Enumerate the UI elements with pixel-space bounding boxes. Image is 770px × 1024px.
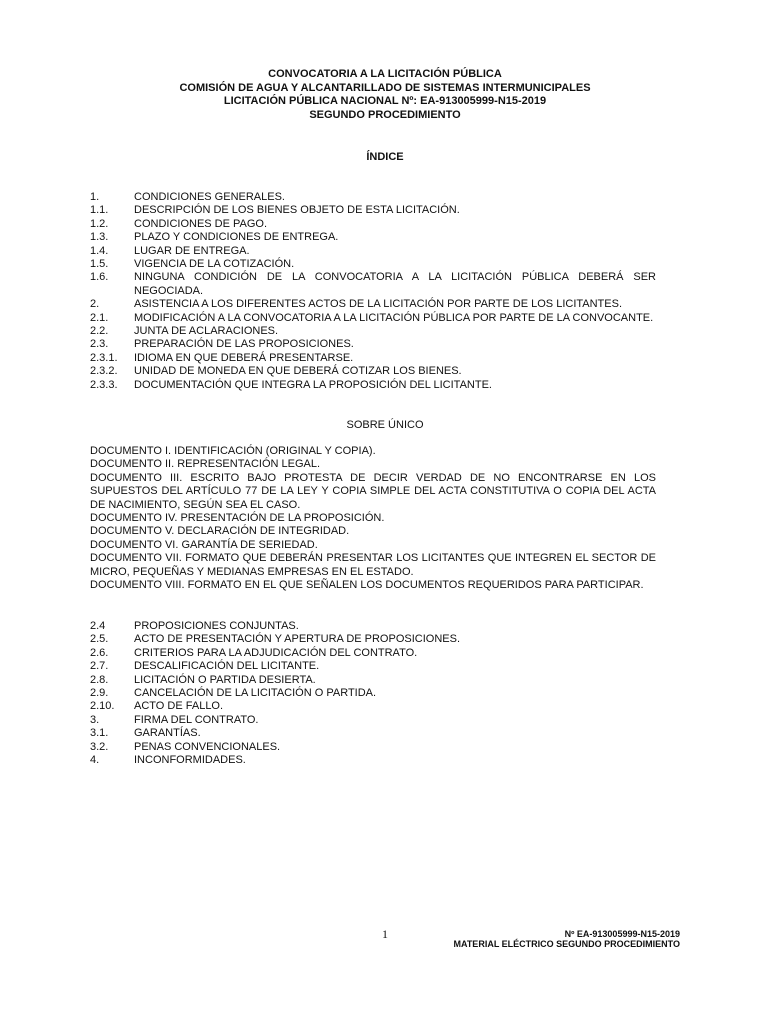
- header-line-1: CONVOCATORIA A LA LICITACIÓN PÚBLICA: [268, 68, 502, 80]
- toc-item: [90, 660, 656, 673]
- toc-number: 2.3.2.: [90, 365, 118, 378]
- toc-number: 4.: [90, 754, 100, 767]
- toc-item: [90, 231, 656, 244]
- toc-text: PENAS CONVENCIONALES.: [134, 740, 281, 753]
- toc-item: [90, 714, 656, 727]
- toc-text: GARANTÍAS.: [134, 727, 201, 740]
- toc-number: 2.3.: [90, 338, 109, 351]
- toc-number: 2.7.: [90, 660, 109, 673]
- toc-number: 1.2.: [90, 217, 109, 230]
- table-of-contents-part-1: [90, 191, 656, 392]
- toc-number: 1.1.: [90, 204, 109, 217]
- document-item: DOCUMENTO V. DECLARACIÓN DE INTEGRIDAD.: [90, 525, 350, 538]
- document-item: DOCUMENTO I. IDENTIFICACIÓN (ORIGINAL Y COPIA).: [90, 445, 376, 457]
- toc-text: VIGENCIA DE LA COTIZACIÓN.: [134, 258, 295, 271]
- toc-text: DESCRIPCIÓN DE LOS BIENES OBJETO DE ESTA LICITACIÓN.: [134, 204, 460, 217]
- toc-number: 2.4: [90, 620, 106, 632]
- toc-text: NINGUNA CONDICIÓN DE LA CONVOCATORIA A LA LICITACIÓN PÚBLICA DEBERÁ SER NEGOCIADA.: [134, 271, 656, 297]
- toc-text: UNIDAD DE MONEDA EN QUE DEBERÁ COTIZAR LOS BIENES.: [134, 365, 462, 378]
- toc-number: 2.: [90, 298, 100, 311]
- toc-number: 2.5.: [90, 633, 109, 646]
- toc-text: CONDICIONES GENERALES.: [134, 191, 285, 203]
- document-header: [0, 68, 770, 122]
- toc-number: 3.: [90, 713, 100, 726]
- toc-number: 2.2.: [90, 325, 109, 338]
- toc-number: 1.: [90, 191, 100, 203]
- toc-number: 1.6.: [90, 271, 109, 284]
- document-item: DOCUMENTO VI. GARANTÍA DE SERIEDAD.: [90, 538, 318, 551]
- table-of-contents-part-2: [90, 620, 656, 767]
- header-line-4: SEGUNDO PROCEDIMIENTO: [309, 108, 461, 121]
- toc-item: [90, 245, 656, 258]
- toc-text: PLAZO Y CONDICIONES DE ENTREGA.: [134, 231, 339, 244]
- toc-text: ASISTENCIA A LOS DIFERENTES ACTOS DE LA LICITACIÓN POR PARTE DE LOS LICITANTES.: [134, 298, 623, 311]
- toc-number: 2.3.1.: [90, 351, 118, 364]
- toc-text: IDIOMA EN QUE DEBERÁ PRESENTARSE.: [134, 351, 354, 364]
- toc-item: [90, 687, 656, 700]
- footer-ref-line-1: Nº EA-913005999-N15-2019: [564, 929, 680, 939]
- document-item: DOCUMENTO VII. FORMATO QUE DEBERÁN PRESENTAR LOS LICITANTES QUE INTEGREN EL SECTOR DE MICRO, PEQUEÑAS Y MEDIANAS EMPRESAS EN EL ESTADO.: [90, 552, 656, 578]
- toc-text: FIRMA DEL CONTRATO.: [134, 713, 259, 726]
- toc-item: [90, 352, 656, 365]
- toc-item: [90, 647, 656, 660]
- toc-text: DESCALIFICACIÓN DEL LICITANTE.: [134, 660, 320, 673]
- toc-text: MODIFICACIÓN A LA CONVOCATORIA A LA LICITACIÓN PÚBLICA POR PARTE DE LA CONVOCANTE.: [134, 311, 654, 324]
- toc-number: 2.10.: [90, 700, 115, 713]
- footer-ref-line-2: MATERIAL ELÉCTRICO SEGUNDO PROCEDIMIENTO: [453, 939, 680, 949]
- toc-item: [90, 338, 656, 351]
- document-list: [90, 445, 656, 592]
- toc-text: JUNTA DE ACLARACIONES.: [134, 325, 279, 338]
- toc-item: [90, 271, 656, 298]
- toc-text: DOCUMENTACIÓN QUE INTEGRA LA PROPOSICIÓN DEL LICITANTE.: [134, 378, 492, 391]
- toc-number: 2.6.: [90, 646, 109, 659]
- toc-number: 2.1.: [90, 311, 109, 324]
- header-line-2: COMISIÓN DE AGUA Y ALCANTARILLADO DE SISTEMAS INTERMUNICIPALES: [179, 81, 591, 94]
- toc-text: LICITACIÓN O PARTIDA DESIERTA.: [134, 673, 316, 686]
- toc-number: 1.3.: [90, 231, 109, 244]
- footer-reference: [453, 929, 680, 949]
- document-item: DOCUMENTO VIII. FORMATO EN EL QUE SEÑALEN LOS DOCUMENTOS REQUERIDOS PARA PARTICIPAR.: [90, 579, 644, 592]
- toc-number: 3.1.: [90, 727, 109, 740]
- toc-item: [90, 325, 656, 338]
- toc-number: 2.3.3.: [90, 378, 118, 391]
- toc-text: CRITERIOS PARA LA ADJUDICACIÓN DEL CONTRATO.: [134, 646, 418, 659]
- toc-item: [90, 191, 656, 204]
- toc-number: 1.4.: [90, 244, 109, 257]
- toc-text: ACTO DE PRESENTACIÓN Y APERTURA DE PROPOSICIONES.: [134, 633, 461, 646]
- toc-item: [90, 633, 656, 646]
- toc-item: [90, 218, 656, 231]
- document-item: DOCUMENTO III. ESCRITO BAJO PROTESTA DE DECIR VERDAD DE NO ENCONTRARSE EN LOS SUPUESTOS DEL ARTÍCULO 77 DE LA LEY Y COPIA SIMPLE DEL ACTA CONSTITUTIVA O COPIA DEL ACTA DE NACIMIENTO, SEGÚN SEA EL CASO.: [90, 471, 656, 511]
- toc-item: [90, 204, 656, 217]
- document-item: DOCUMENTO IV. PRESENTACIÓN DE LA PROPOSICIÓN.: [90, 512, 385, 525]
- sobre-unico-title: SOBRE ÚNICO: [346, 419, 424, 431]
- document-item: DOCUMENTO II. REPRESENTACIÓN LEGAL.: [90, 458, 321, 471]
- toc-item: [90, 700, 656, 713]
- index-title: ÍNDICE: [366, 151, 404, 163]
- toc-number: 3.2.: [90, 740, 109, 753]
- toc-number: 2.9.: [90, 687, 109, 700]
- page-number: 1: [382, 927, 388, 941]
- toc-item: [90, 312, 656, 325]
- toc-text: CANCELACIÓN DE LA LICITACIÓN O PARTIDA.: [134, 687, 377, 700]
- header-line-3: LICITACIÓN PÚBLICA NACIONAL Nº: EA-913005999-N15-2019: [223, 95, 547, 107]
- toc-item: [90, 298, 656, 311]
- toc-item: [90, 727, 656, 740]
- toc-text: INCONFORMIDADES.: [134, 754, 246, 767]
- toc-text: PROPOSICIONES CONJUNTAS.: [134, 620, 299, 632]
- toc-item: [90, 620, 656, 633]
- toc-item: [90, 674, 656, 687]
- toc-item: [90, 258, 656, 271]
- toc-text: PREPARACIÓN DE LAS PROPOSICIONES.: [134, 338, 354, 351]
- toc-text: ACTO DE FALLO.: [134, 700, 224, 713]
- toc-number: 1.5.: [90, 258, 109, 271]
- toc-text: LUGAR DE ENTREGA.: [134, 244, 250, 257]
- toc-item: [90, 754, 656, 767]
- toc-number: 2.8.: [90, 673, 109, 686]
- toc-item: [90, 379, 656, 392]
- toc-item: [90, 365, 656, 378]
- toc-item: [90, 741, 656, 754]
- toc-text: CONDICIONES DE PAGO.: [134, 217, 268, 230]
